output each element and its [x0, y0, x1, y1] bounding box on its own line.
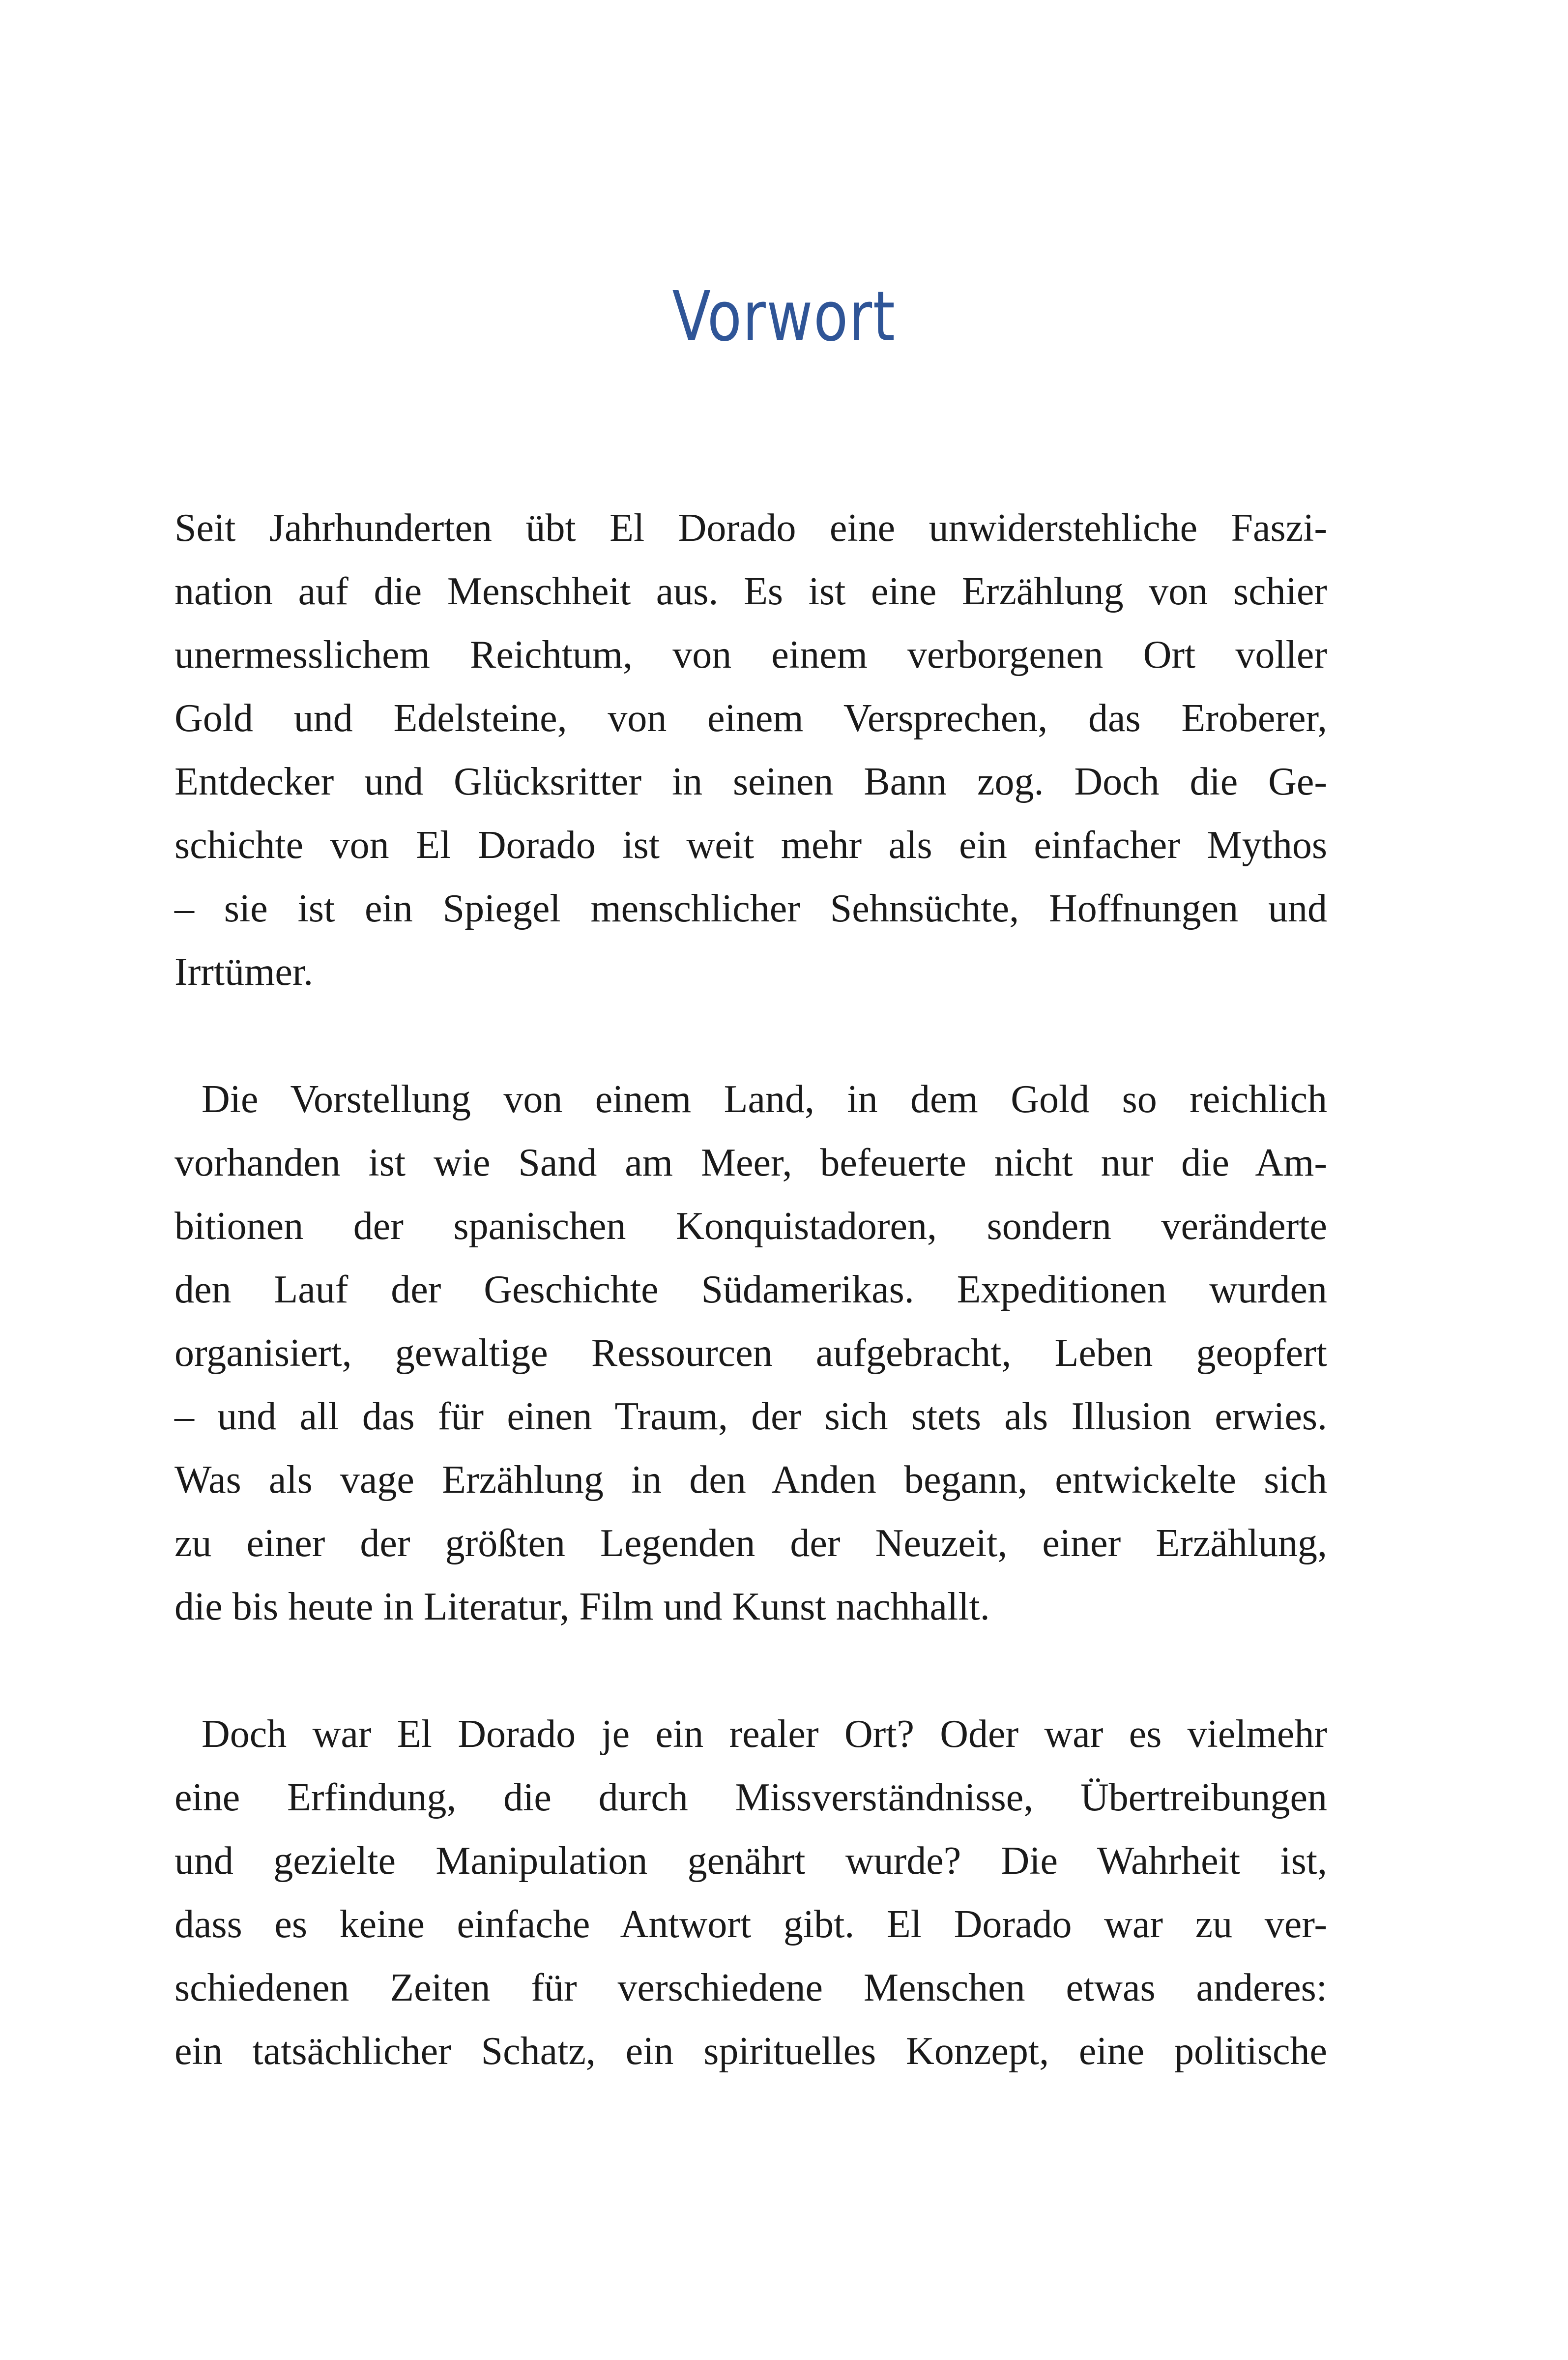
- paragraph: [174, 1703, 1327, 2083]
- chapter-title: Vorwort: [672, 277, 896, 357]
- text-line: ein tatsächlicher Schatz, ein spirituelles Konzept, eine politische: [174, 2030, 1327, 2073]
- body-text: [174, 497, 1327, 2083]
- paragraph: [174, 497, 1327, 1004]
- text-line: Was als vage Erzählung in den Anden begann, entwickelte sich: [174, 1458, 1327, 1502]
- text-line: bitionen der spanischen Konquistadoren, sondern veränderte: [174, 1205, 1327, 1248]
- text-line: schichte von El Dorado ist weit mehr als ein einfacher Mythos: [174, 824, 1327, 867]
- text-line: und gezielte Manipulation genährt wurde? Die Wahrheit ist,: [174, 1839, 1327, 1883]
- text-line: nation auf die Menschheit aus. Es ist eine Erzählung von schier: [174, 570, 1327, 613]
- text-line: vorhanden ist wie Sand am Meer, befeuerte nicht nur die Am-: [174, 1141, 1327, 1184]
- text-line: Die Vorstellung von einem Land, in dem Gold so reichlich: [202, 1078, 1327, 1121]
- text-line: Seit Jahrhunderten übt El Dorado eine unwiderstehliche Faszi-: [174, 506, 1327, 550]
- paragraph-gap: [174, 1004, 1327, 1068]
- text-line: Irrtümer.: [174, 950, 314, 994]
- text-line: – und all das für einen Traum, der sich stets als Illusion erwies.: [174, 1395, 1327, 1438]
- text-line: unermesslichem Reichtum, von einem verborgenen Ort voller: [174, 633, 1327, 677]
- text-line: organisiert, gewaltige Ressourcen aufgebracht, Leben geopfert: [174, 1331, 1327, 1375]
- text-line: den Lauf der Geschichte Südamerikas. Expeditionen wurden: [174, 1268, 1327, 1311]
- text-line: Doch war El Dorado je ein realer Ort? Oder war es vielmehr: [202, 1712, 1327, 1756]
- text-line: – sie ist ein Spiegel menschlicher Sehnsüchte, Hoffnungen und: [174, 887, 1327, 930]
- paragraph: [174, 1068, 1327, 1639]
- text-line: zu einer der größten Legenden der Neuzeit, einer Erzählung,: [174, 1522, 1327, 1565]
- text-line: schiedenen Zeiten für verschiedene Menschen etwas anderes:: [174, 1966, 1327, 2009]
- text-line: die bis heute in Literatur, Film und Kunst nachhallt.: [174, 1585, 990, 1628]
- text-line: Entdecker und Glücksritter in seinen Bann zog. Doch die Ge-: [174, 760, 1327, 803]
- text-line: eine Erfindung, die durch Missverständnisse, Übertreibungen: [174, 1776, 1327, 1819]
- paragraph-gap: [174, 1639, 1327, 1703]
- text-line: Gold und Edelsteine, von einem Versprechen, das Eroberer,: [174, 697, 1327, 740]
- text-line: dass es keine einfache Antwort gibt. El Dorado war zu ver-: [174, 1903, 1327, 1946]
